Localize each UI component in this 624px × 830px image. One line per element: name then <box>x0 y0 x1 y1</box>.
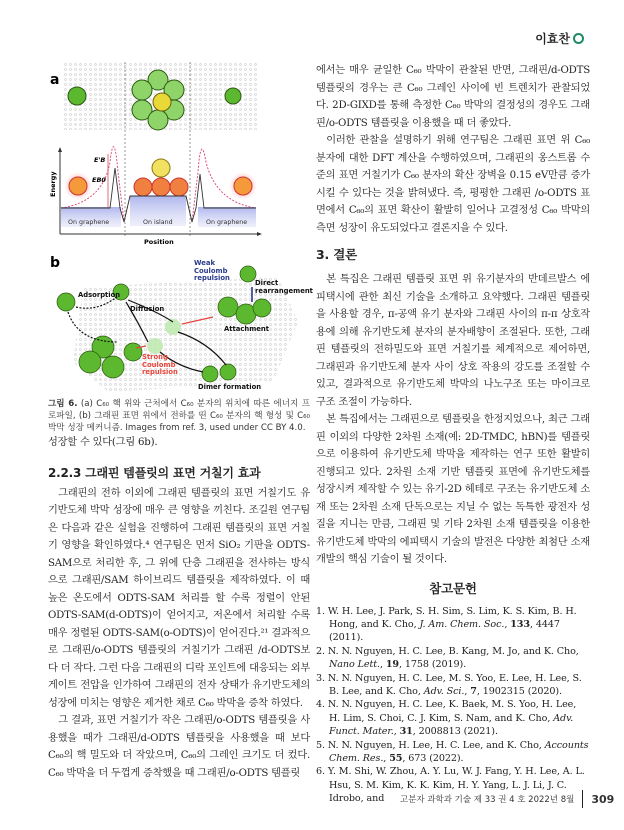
section-heading-conclusion: 3. 결론 <box>316 247 357 262</box>
figure-6 <box>48 62 313 400</box>
reference-item: 5. N. N. Nguyen, H. Lee, H. C. Lee, and K. Cho, Accounts Chem. Res., 55, 673 (2022). <box>316 739 589 764</box>
paragraph: 본 특집은 그래핀 템플릿 표면 위 유기분자의 반데르발스 에피택시에 관한 최신 기술을 소개하고 요약했다. 그래핀 템플릿을 사용할 경우, π-공액 유기 분자와 그래핀 사이의 π-π 상호작용에 의해 유기반도체 분자의 분자배향이 조절된다. 또한, 그래핀 템플릿의 전하밀도와 표면 거칠기를 체계적으로 제어하면, 그래핀과 유기반도체 분자 사이 상호 작용의 강도를 조절할 수 있고, 결과적으로 유기반도체 박막의 나노구조 또는 마이크로 구조 조절이 가능하다. <box>316 274 590 408</box>
reference-item: 1. W. H. Lee, J. Park, S. H. Sim, S. Lim, K. S. Kim, B. H. Hong, and K. Cho, J. Am. Chem. Soc., 133, 4447 (2011). <box>316 605 577 644</box>
label-adsorption: Adsorption <box>78 291 121 299</box>
author-name: 이효찬 <box>535 32 570 46</box>
page-footer <box>400 790 614 808</box>
label-weak-coulomb: Weak Coulomb repulsion <box>194 259 230 283</box>
references-heading: 참고문헌 <box>429 580 477 596</box>
paragraph: 이러한 관찰을 설명하기 위해 연구팀은 그래핀 표면 위 C₆₀ 분자에 대한 DFT 계산을 수행하였으며, 그래핀의 옹스트롬 수준의 표면 거칠기가 C₆₀ 분자의 확산 장벽을 0.15 eV만큼 증가시킬 수 있다는 것을 밝혀냈다. 즉, 평평한 그래핀 /o-ODTS 표면에서 C₆₀의 표면 확산이 활발히 일어나 고결정성 C₆₀ 박막의 측면 성장이 유도되었다고 결론지을 수 있다. <box>316 135 590 234</box>
panel-a-label: a <box>50 72 60 88</box>
paragraph: 그 결과, 표면 거칠기가 작은 그래핀/o-ODTS 템플릿을 사용했을 때가 그래핀/d-ODTS 템플릿을 사용했을 때 보다 C₆₀의 핵 밀도와 더 작았으며, C₆₀의 그레인 크기도 더 컸다. C₆₀ 박막을 더 두껍게 증착했을 때 그래핀/o-ODTS 템플릿 <box>48 715 310 779</box>
paragraph: 본 특집에서는 그래핀으로 템플릿을 한정지었으나, 최근 그래핀 이외의 다양한 2차원 소재(예: 2D-TMDC, hBN)를 템플릿으로 이용하여 유기반도체 박막을 제작하는 연구 또한 활발히 진행되고 있다. 2차원 소재 기반 템플릿 표면에 유기반도체를 성장시켜 제작할 수 있는 유기-2D 헤테로 구조는 유기반도체 소재 또는 2차원 소재 단독으로는 지닐 수 없는 독특한 광전자 성질을 지니는 만큼, 그래핀 및 기타 2차원 소재 템플릿을 이용한 유기반도체 박막의 에피택시 기술의 발전은 다양한 최첨단 소재 개발의 핵심 기술이 될 것이다. <box>316 414 590 565</box>
label-attachment: Attachment <box>224 325 269 333</box>
reference-item: 4. N. N. Nguyen, H. C. Lee, K. Baek, M. S. Yoo, H. Lee, H. Lim, S. Choi, C. J. Kim, S. Nam, and K. Cho, Adv. Funct. Mater., 31, 2008813 (2021). <box>316 699 577 738</box>
right-column <box>316 62 590 806</box>
section-heading-2-2-3: 2.2.3 그래핀 템플릿의 표면 거칠기 효과 <box>48 465 261 480</box>
axis-energy: Energy <box>49 171 57 197</box>
label-dimer-formation: Dimer formation <box>198 383 262 391</box>
label-eb-prime: E'B <box>94 156 106 164</box>
caption-text: (a) C₆₀ 핵 위와 근처에서 C₆₀ 분자의 위치에 따른 에너지 프로파일, (b) 그래핀 표면 위에서 전하를 띤 C₆₀ 분자의 핵 형성 및 C₆₀ 박막 성장 메커니즘. Images from ref. 3, used under CC BY 4.0. <box>48 399 310 433</box>
page-number: 309 <box>591 792 615 806</box>
left-column <box>48 434 310 782</box>
label-diffusion: Diffusion <box>130 305 165 313</box>
divider <box>582 790 583 808</box>
label-on-graphene-right: On graphene <box>206 219 248 226</box>
paragraph: 그래핀의 전하 이외에 그래핀 템플릿의 표면 거칠기도 유기반도체 박막 성장에 매우 큰 영향을 끼친다. 조길원 연구팀은 다음과 같은 실험을 진행하여 그래핀 템플릿의 표면 거칠기 영향을 확인하였다.⁴ 연구팀은 먼저 SiO₂ 기판을 ODTS-SAM으로 처리한 후, 그 위에 단층 그래핀을 전사하는 방식으로 그래핀/SAM 하이브리드 템플릿을 제작하였다. 이 때 높은 온도에서 ODTS-SAM 처리를 할 수록 정렬이 안된 ODTS-SAM(d-ODTS)이 얻어지고, 저온에서 처리할 수록 매우 정렬된 ODTS-SAM(o-ODTS)이 얻어진다.²¹ 결과적으로 그래핀/o-ODTS 템플릿의 거칠기가 그래핀 /d-ODTS보다 더 작다. 그런 다음 그래핀의 디락 포인트에 대응되는 외부 게이트 전압을 인가하여 그래핀의 전자 상태가 유기반도체의 성장에 미치는 영향은 제거한 채로 C₆₀ 박막을 증착 하였다. <box>48 487 310 709</box>
label-on-graphene-left: On graphene <box>68 219 110 226</box>
label-eb0: EB0 <box>92 176 106 184</box>
reference-item: 2. N. N. Nguyen, H. C. Lee, B. Kang, M. Jo, and K. Cho, Nano Lett., 19, 1758 (2019). <box>316 645 579 671</box>
label-strong-coulomb: Strong Coulomb repulsion <box>142 353 178 377</box>
label-on-island: On island <box>143 219 173 226</box>
reference-item: 6. Y. M. Shi, W. Zhou, A. Y. Lu, W. J. Fang, Y. H. Lee, A. L. Hsu, S. M. Kim, K. K. Kim, H. Y. Yang, L. J. Li, J. C. Idrobo, and <box>316 766 585 805</box>
label-direct-rearrangement: Direct rearrangement <box>255 279 313 295</box>
paragraph: 성장할 수 있다(그림 6b). <box>48 437 158 448</box>
figure-6-graphic <box>48 62 313 400</box>
caption-label: 그림 6. <box>48 399 78 409</box>
journal-issue: 고분자 과학과 기술 제 33 권 4 호 2022년 8월 <box>400 795 575 805</box>
reference-item: 3. N. N. Nguyen, H. C. Lee, M. S. Yoo, E. Lee, H. Lee, S. B. Lee, and K. Cho, Adv. Sci., 7, 1902315 (2020). <box>316 672 582 697</box>
references-list <box>316 605 590 806</box>
panel-b-label: b <box>50 255 61 271</box>
axis-position: Position <box>144 238 174 246</box>
figure-caption <box>48 398 310 434</box>
paragraph: 에서는 매우 균일한 C₆₀ 박막이 관찰된 반면, 그래핀/d-ODTS 템플릿의 경우는 큰 C₆₀ 그레인 사이에 빈 트렌치가 관찰되었다. 2D-GIXD를 통해 측정한 C₆₀ 박막의 결정성의 경우도 그래핀/o-ODTS 템플릿을 이용했을 때 더 좋았다. <box>316 65 590 129</box>
circle-icon <box>573 33 584 44</box>
author-header <box>535 30 584 47</box>
